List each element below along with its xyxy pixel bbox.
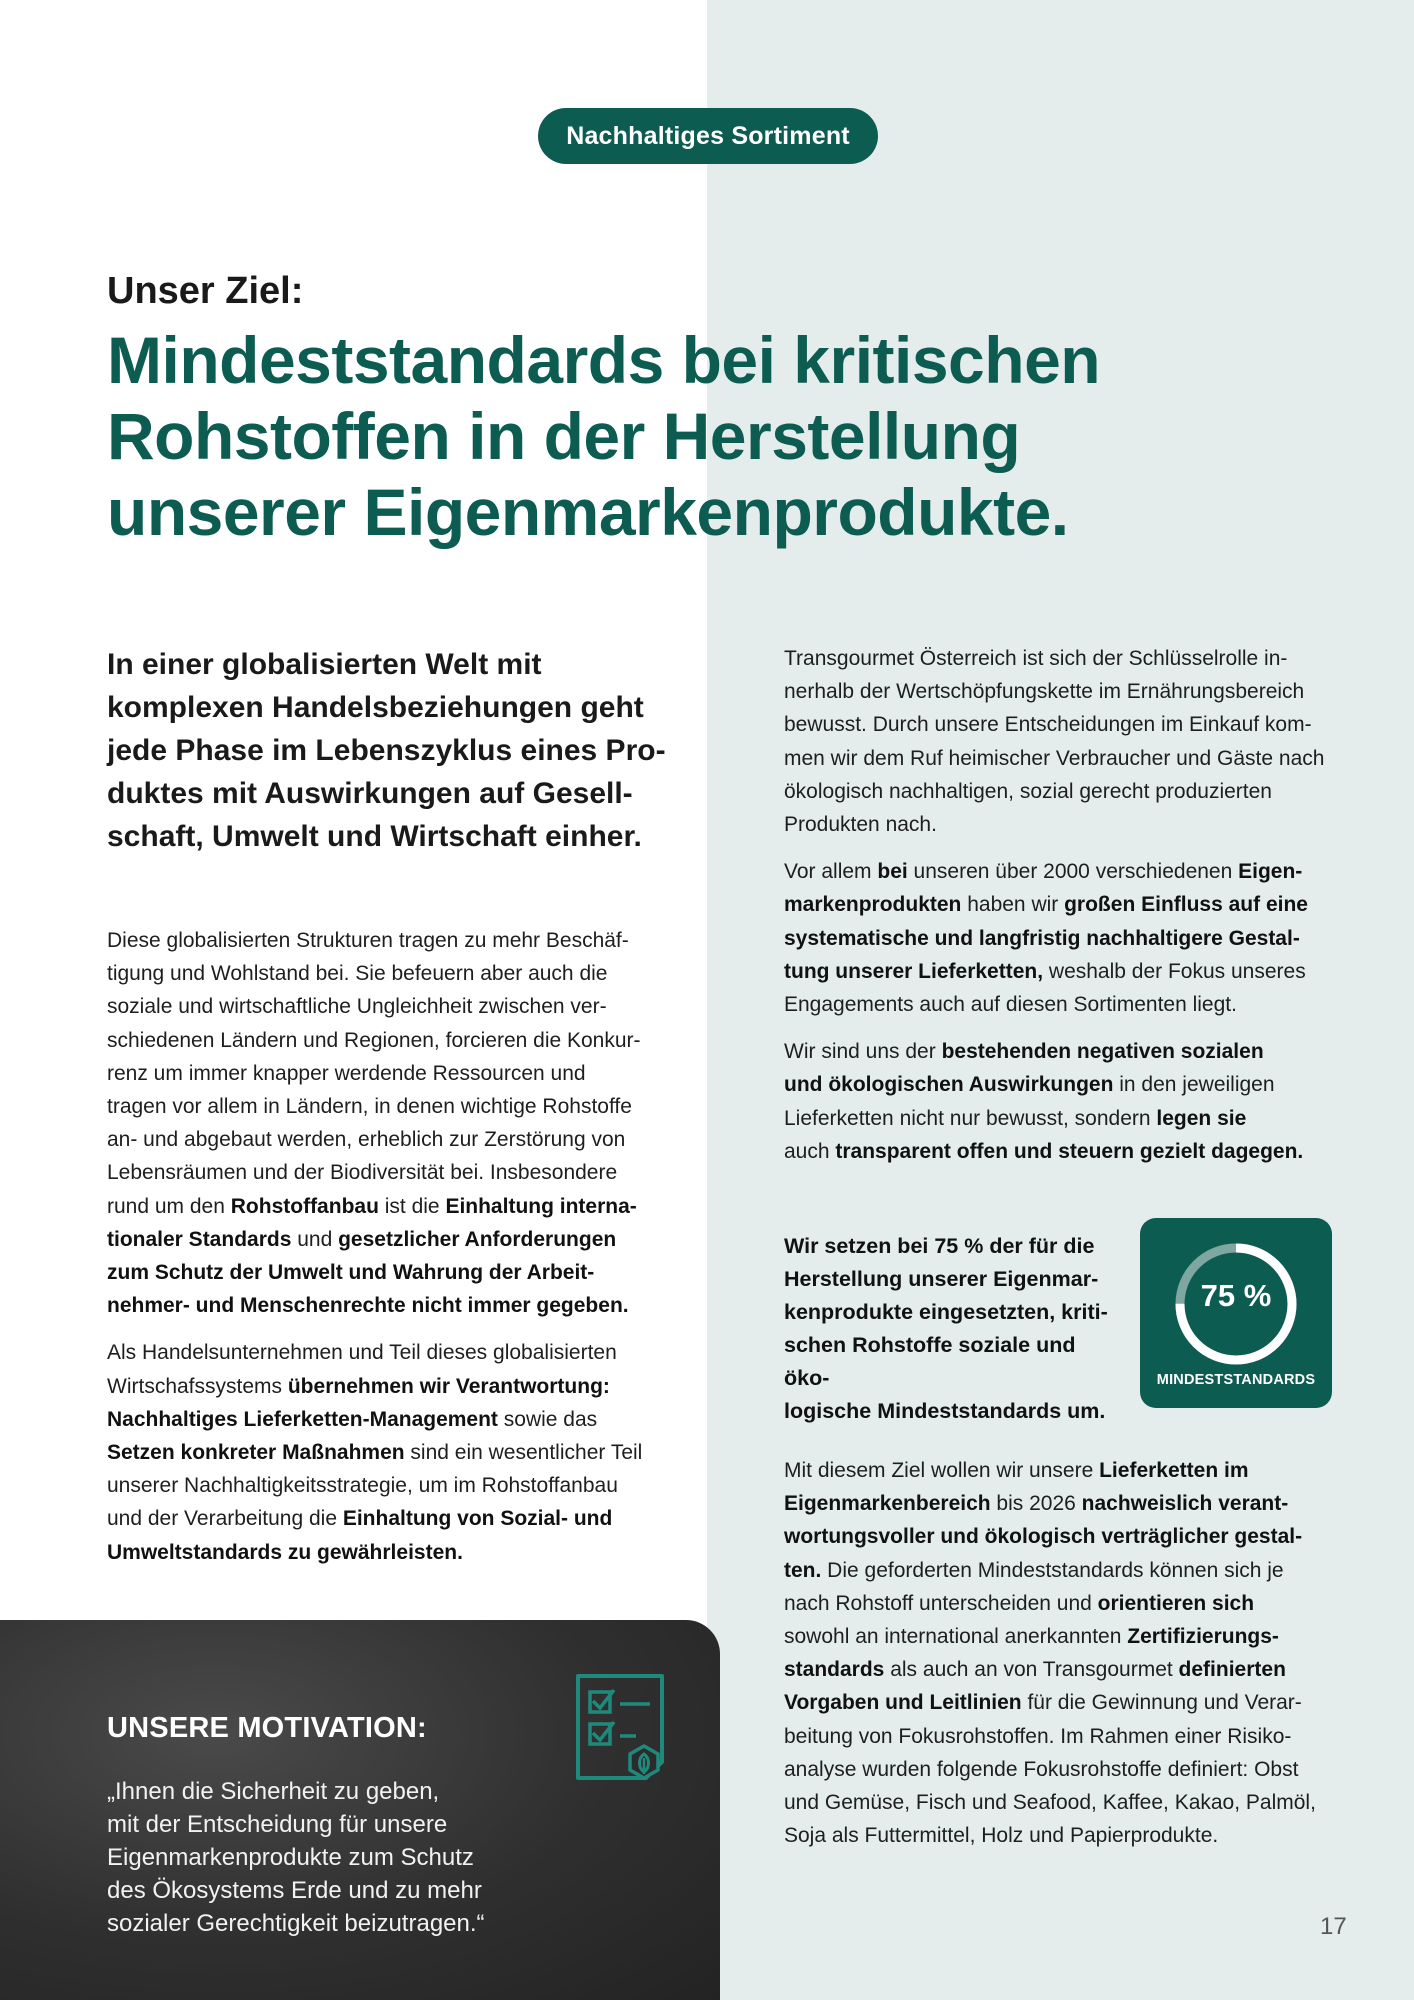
body-text: Transgourmet Österreich ist sich der Schlüsselrolle in- [784,647,1288,670]
highlight-line: kenprodukte eingesetzten, kriti- [784,1300,1108,1324]
left-column-body [107,924,669,1583]
headline-line: Rohstoffen in der Herstellung [107,399,1021,473]
bold-text: Zertifizierungs- [1127,1625,1279,1649]
lead-line: komplexen Handelsbeziehungen geht [107,691,644,724]
bold-text: zum Schutz der Umwelt und Wahrung der Arbeit- [107,1261,595,1285]
lead-paragraph [107,643,667,858]
stat-label: MINDESTSTANDARDS [1156,1372,1316,1388]
highlight-line: Wir setzen bei 75 % der für die [784,1234,1095,1258]
bold-text: Lieferketten im [1099,1459,1249,1482]
bold-text: bei [877,860,908,884]
bold-text: und ökologischen Auswirkungen [784,1073,1114,1097]
bold-text: übernehmen wir Verantwortung: [287,1374,610,1398]
motivation-box [0,1620,720,2000]
body-paragraph [784,642,1344,841]
headline-line: unserer Eigenmarkenprodukte. [107,475,1069,549]
body-text: Vor allem [784,860,878,884]
body-text: unserer Nachhaltigkeitsstrategie, um im Rohstoffanbau [107,1474,618,1498]
right-column-body-2 [784,1454,1344,1866]
body-text: tragen vor allem in Ländern, in denen wichtige Rohstoffe [107,1095,632,1119]
bold-text: Umweltstandards zu gewährleisten. [107,1540,463,1564]
page-number: 17 [1320,1913,1347,1940]
bold-text: Vorgaben und Leitlinien [784,1691,1022,1715]
bold-text: Eigen- [1238,860,1303,884]
bold-text: systematische und langfristig nachhaltigere Gestal- [784,926,1300,950]
body-text: Produkten nach. [784,813,937,837]
body-text: Mit diesem Ziel wollen wir unsere [784,1459,1100,1482]
highlight-line: Herstellung unserer Eigenmar- [784,1267,1099,1291]
body-text: Lieferketten nicht nur bewusst, sondern [784,1106,1157,1130]
body-text: als auch an von Transgourmet [884,1658,1179,1682]
bold-text: tung unserer Lieferketten, [784,959,1044,983]
body-text: für die Gewinnung und Verar- [1021,1691,1302,1715]
body-text: auch [784,1139,836,1163]
bold-text: orientieren sich [1097,1591,1255,1615]
body-text: nach Rohstoff unterscheiden und [784,1591,1098,1615]
lead-line: duktes mit Auswirkungen auf Gesell- [107,777,633,810]
body-paragraph [784,855,1344,1021]
bold-text: großen Einfluss auf eine [1064,893,1308,917]
bold-text: Einhaltung von Sozial- und [342,1507,613,1531]
body-text: tigung und Wohlstand bei. Sie befeuern aber auch die [107,962,608,986]
kicker: Unser Ziel: [107,270,304,312]
bold-text: nachweislich verant- [1081,1492,1289,1516]
checklist-leaf-icon [570,1670,670,1790]
body-text: Lebensräumen und der Biodiversität bei. Insbesondere [107,1161,618,1185]
quote-line: mit der Entscheidung für unsere [107,1811,448,1838]
body-text: ist die [378,1194,446,1218]
body-text: Soja als Futtermittel, Holz und Papierprodukte. [784,1824,1219,1848]
body-text: men wir dem Ruf heimischer Verbraucher und Gäste nach [784,746,1325,770]
highlight-line: schen Rohstoffe soziale und öko- [784,1333,1076,1390]
body-text: sowie das [497,1407,598,1431]
highlight-line: logische Mindeststandards um. [784,1399,1106,1423]
quote-line: Eigenmarkenprodukte zum Schutz [107,1844,474,1871]
body-text: rund um den [107,1194,231,1218]
body-text: bis 2026 [990,1492,1082,1516]
bold-text: bestehenden negativen sozialen [941,1040,1264,1064]
quote-line: „Ihnen die Sicherheit zu geben, [107,1778,440,1805]
body-text: und Gemüse, Fisch und Seafood, Kaffee, Kakao, Palmöl, [784,1791,1316,1815]
body-text: analyse wurden folgende Fokusrohstoffe definiert: Obst [784,1757,1299,1781]
body-paragraph [784,1035,1344,1168]
quote-line: des Ökosystems Erde und zu mehr [107,1877,482,1904]
body-text: Als Handelsunternehmen und Teil dieses globalisierten [107,1341,617,1365]
headline-line: Mindeststandards bei kritischen [107,323,1101,397]
body-text: haben wir [961,893,1065,917]
body-paragraph [784,1454,1344,1852]
bold-text: ten. [784,1558,822,1582]
bold-text: wortungsvoller und ökologisch verträglicher gestal- [784,1525,1303,1549]
lead-line: In einer globalisierten Welt mit [107,648,542,681]
bold-text: legen sie [1156,1106,1247,1130]
body-text: Wirtschafssystems [107,1374,288,1398]
body-text: ökologisch nachhaltigen, sozial gerecht produzierten [784,779,1272,803]
bold-text: nehmer- und Menschenrechte nicht immer gegeben. [107,1294,629,1318]
body-text: unseren über 2000 verschiedenen [907,860,1239,884]
bold-text: transparent offen und steuern gezielt dagegen. [835,1139,1304,1163]
bold-text: definierten [1178,1658,1286,1682]
body-paragraph [107,1336,669,1568]
body-text: in den jeweiligen [1113,1073,1275,1097]
bold-text: Nachhaltiges Lieferketten-Management [107,1407,498,1431]
body-text: an- und abgebaut werden, erheblich zur Zerstörung von [107,1128,626,1152]
bold-text: standards [784,1658,885,1682]
bold-text: gesetzlicher Anforderungen [338,1227,617,1251]
highlight-statement [784,1230,1124,1428]
headline [107,322,1247,550]
body-text: Engagements auch auf diesen Sortimenten liegt. [784,993,1237,1017]
bold-text: tionaler Standards [107,1227,292,1251]
bold-text: Eigenmarkenbereich [784,1492,991,1516]
body-text: sind ein wesentlicher Teil [404,1441,643,1465]
section-tag: Nachhaltiges Sortiment [538,108,878,164]
motivation-quote [107,1775,527,1940]
body-text: und [291,1227,339,1251]
body-text: schiedenen Ländern und Regionen, forcieren die Konkur- [107,1028,641,1052]
body-text: und der Verarbeitung die [107,1507,343,1531]
body-text: beitung von Fokusrohstoffen. Im Rahmen einer Risiko- [784,1724,1292,1748]
body-text: renz um immer knapper werdende Ressourcen und [107,1061,586,1085]
body-text: Wir sind uns der [784,1040,942,1064]
body-text: soziale und wirtschaftliche Ungleichheit zwischen ver- [107,995,607,1019]
body-text: sowohl an international anerkannten [784,1625,1128,1649]
right-column-body [784,642,1344,1182]
body-paragraph [107,924,669,1322]
bold-text: Einhaltung interna- [445,1194,637,1218]
lead-line: schaft, Umwelt und Wirtschaft einher. [107,820,642,853]
stat-card [1140,1218,1332,1408]
lead-line: jede Phase im Lebenszyklus eines Pro- [107,734,666,767]
quote-line: sozialer Gerechtigkeit beizutragen.“ [107,1910,485,1937]
body-text: Diese globalisierten Strukturen tragen zu mehr Beschäf- [107,929,629,952]
bold-text: markenprodukten [784,893,962,917]
bold-text: Setzen konkreter Maßnahmen [107,1441,405,1465]
body-text: nerhalb der Wertschöpfungskette im Ernährungsbereich [784,680,1305,704]
bold-text: Rohstoffanbau [230,1194,379,1218]
body-text: Die geforderten Mindeststandards können sich je [821,1558,1284,1582]
motivation-title: UNSERE MOTIVATION: [107,1712,427,1744]
body-text: bewusst. Durch unsere Entscheidungen im Einkauf kom- [784,713,1312,737]
stat-value: 75 % [1200,1278,1272,1313]
body-text: weshalb der Fokus unseres [1043,959,1306,983]
